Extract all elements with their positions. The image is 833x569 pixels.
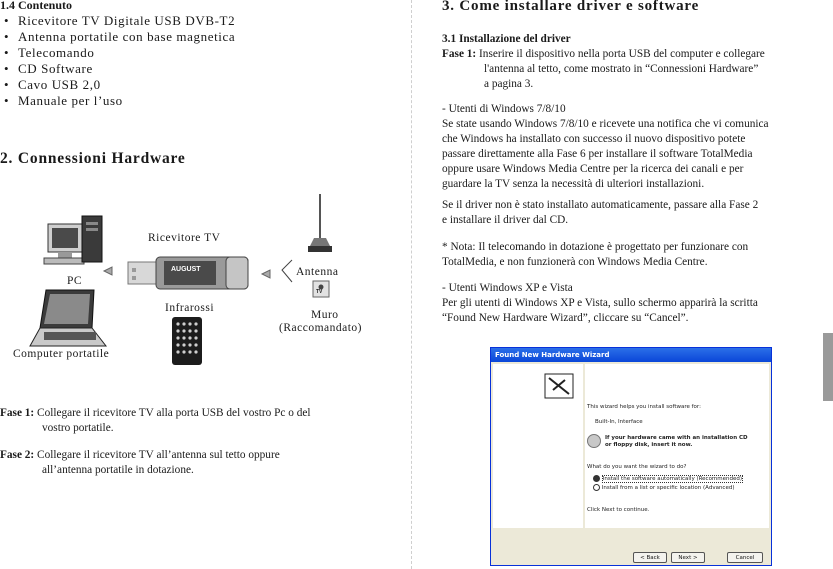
cd-icon [587,434,601,448]
back-button[interactable]: < Back [633,552,667,563]
list-item: • Telecomando [4,45,95,60]
infrared-label: Infrarossi [165,302,215,314]
list-item: • Antenna portatile con base magnetica [4,29,236,44]
list-item: • Manuale per l’uso [4,93,123,108]
remote-control-icon [172,317,202,365]
arrow-icon [262,270,270,278]
laptop-icon [30,290,106,346]
receiver-label: Ricevitore TV [148,232,221,244]
wizard-main-panel: This wizard helps you install software for: Built-In, Interface If your hardware came with an installation CD or floppy disk, insert it now. What do you want the wizard to do? Install the software automatically (Recommended) Install from a list or specific location (Advanced) Click Next to continue. [585,364,769,528]
left-step-2: Fase 2: Collegare il ricevitore TV all’antenna sul tetto oppure all’antenna portatile in dotazione. [0,449,280,476]
usb-receiver-icon [128,257,248,289]
list-item: • Ricevitore TV Digitale USB DVB-T2 [4,13,236,28]
win7-block: - Utenti di Windows 7/8/10 Se state usando Windows 7/8/10 e ricevete una notifica che vi comunica che Windows ha installato con successo il nuovo dispositivo potete passare direttamente alla Fase 6 per installare il software TotalMedia oppure usare Windows Media Centre per la ricerca dei canali e per guardare la TV senza la necessità di ulteriori installazioni. [442,103,769,190]
tv-badge: TV [316,289,323,295]
pc-icon [44,216,102,264]
column-divider [411,0,412,569]
laptop-label: Computer portatile [13,348,110,360]
wall-recommended-label: (Raccomandato) [279,322,362,334]
pc-label: PC [67,275,83,287]
next-button[interactable]: Next > [671,552,705,563]
receiver-brand: AUGUST [171,266,201,273]
note-block: * Nota: Il telecomando in dotazione è progettato per funzionare con TotalMedia, e non funzionerà con Windows Media Centre. [442,241,749,268]
left-step-1: Fase 1: Collegare il ricevitore TV alla porta USB del vostro Pc o del vostro portatile. [0,407,311,434]
connections-heading: 2. Connessioni Hardware [0,150,186,167]
cancel-button[interactable]: Cancel [727,552,763,563]
new-hardware-wizard-dialog [490,347,772,566]
wizard-side-panel [493,364,583,528]
contents-list [4,13,235,109]
list-item: • Cavo USB 2,0 [4,77,101,92]
install-heading: 3. Come installare driver e software [442,0,700,14]
bracket [282,260,292,282]
fase2-block: Se il driver non è stato installato automaticamente, passare alla Fase 2 e installare il driver dal CD. [442,199,759,226]
hardware-wizard-icon [493,364,583,528]
option-advanced[interactable]: Install from a list or specific location (Advanced) [593,484,734,491]
wall-label: Muro [311,309,339,321]
list-item: • CD Software [4,61,93,76]
page-edge-tab [823,333,833,401]
driver-subheading: 3.1 Installazione del driver [442,33,571,45]
antenna-icon [308,194,332,252]
radio-unselected[interactable] [593,484,600,491]
xp-block: - Utenti Windows XP e Vista Per gli utenti di Windows XP e Vista, sullo schermo apparirà la scritta “Found New Hardware Wizard”, cliccare su “Cancel”. [442,282,758,324]
contents-heading: 1.4 Contenuto [0,0,73,12]
arrow-icon [104,267,112,275]
hardware-diagram [0,186,392,366]
radio-selected[interactable] [593,475,600,482]
option-auto[interactable]: Install the software automatically (Recommended) [593,475,743,482]
dialog-title: Found New Hardware Wizard [491,348,771,362]
fase1-block: Fase 1: Inserire il dispositivo nella porta USB del computer e collegare l'antenna al tetto, come mostrato in “Connessioni Hardware” a pagina 3. [442,48,765,90]
antenna-label: Antenna [296,266,339,278]
